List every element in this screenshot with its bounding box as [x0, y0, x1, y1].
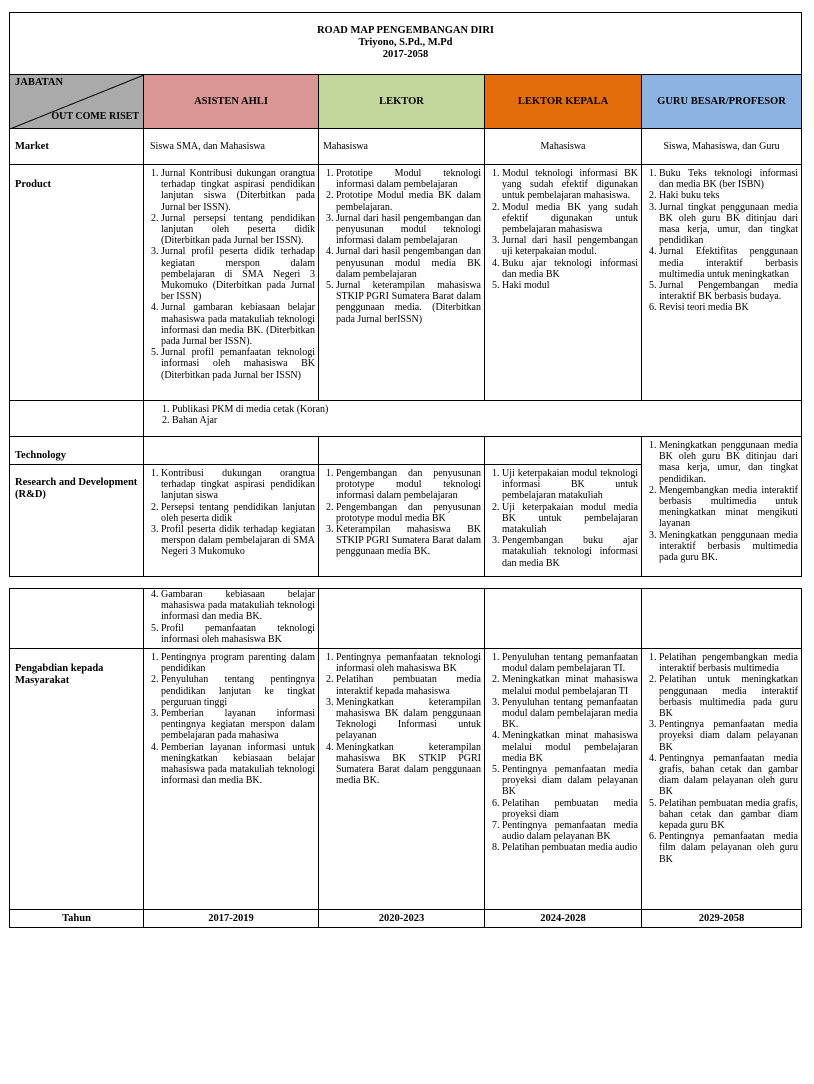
list-item: 1. Buku Teks teknologi informasi dan media BK (ber ISBN) [659, 168, 798, 190]
market-cell: Siswa SMA, dan Mahasiswa [144, 129, 319, 165]
list-item: 4. Jurnal Efektifitas penggunaan media interaktif berbasis multimedia untuk meningkatkan [659, 246, 798, 280]
empty-cell [485, 589, 642, 649]
rnd-cell-guru-besar [642, 437, 802, 577]
list-item: 5. Pelatihan pembuatan media grafis, bahan cetak dan gambar diam kepada guru BK [659, 798, 798, 832]
list-item: 3. Pengembangan buku ajar matakuliah teknologi informasi dan media BK [502, 535, 638, 569]
roadmap-table-page2 [9, 588, 802, 928]
list-item: 1. Uji keterpakaian modul teknologi informasi BK untuk pembelajaran matakuliah [502, 468, 638, 502]
list-item: 1. Pentingnya program parenting dalam pendidikan [161, 652, 315, 674]
list-item: 2. Jurnal persepsi tentang pendidikan lanjutan oleh peserta didik (Diterbitkan pada Jurnal ber ISSN). [161, 213, 315, 247]
product-extra-cell [144, 401, 802, 437]
empty-cell [319, 589, 485, 649]
list-item: 2. Pelatihan pembuatan media interaktif kepada mahasiswa [336, 674, 481, 696]
empty-cell [10, 589, 144, 649]
pengabdian-cell-lektor [319, 649, 485, 910]
col-header-asisten-ahli: ASISTEN AHLI [144, 75, 319, 129]
list-item: 1. Prototipe Modul teknologi informasi dalam pembelajaran [336, 168, 481, 190]
list-item: 3. Penyuluhan tentang pemanfaatan modul dalam pembelajaran media BK. [502, 697, 638, 731]
list-item: 4. Pentingnya pemanfaatan media grafis, bahan cetak dan gambar diam dalam pelayanan oleh guru BK [659, 753, 798, 798]
market-cell: Mahasiswa [319, 129, 485, 165]
list-item: 3. Jurnal tingkat penggunaan media BK oleh guru BK ditinjau dari masa kerja, umur, dan tingkat pendidikan [659, 202, 798, 247]
list-item: 1. Kontribusi dukungan orangtua terhadap tingkat aspirasi pendidikan lanjutan siswa [161, 468, 315, 502]
pengabdian-cell-lektor-kepala [485, 649, 642, 910]
list-item: 3. Pentingnya pemanfaatan media proyeksi diam dalam pelayanan BK [659, 719, 798, 753]
row-label-product: Product [10, 165, 144, 401]
col-header-lektor: LEKTOR [319, 75, 485, 129]
list-item: 2. Haki buku teks [659, 190, 798, 201]
row-label-technology: Technology [10, 437, 144, 465]
list-item: 3. Meningkatkan penggunaan media interaktif berbasis multimedia pada guru BK. [659, 530, 798, 564]
market-cell: Siswa, Mahasiswa, dan Guru [642, 129, 802, 165]
empty-cell [10, 401, 144, 437]
list-item: 3. Jurnal dari hasil pengembangan uji keterpakaian modul. [502, 235, 638, 257]
empty-cell [319, 437, 485, 465]
list-item: 3. Jurnal profil peserta didik terhadap kegiatan merspon dalam pembelajaran di SMA Negeri 3 Mukomuko (Diterbitkan pada Jurnal ber ISSN) [161, 246, 315, 302]
list-item: 1. Modul teknologi informasi BK yang sudah efektif digunakan untuk pembelajaran mahasiswa. [502, 168, 638, 202]
product-cell-asisten-ahli [144, 165, 319, 401]
title-line-2: Triyono, S.Pd., M.Pd [358, 37, 453, 48]
rnd-cell-lektor [319, 465, 485, 577]
empty-cell [144, 437, 319, 465]
outcome-label: OUT COME RISET [51, 111, 139, 122]
product-cell-lektor-kepala [485, 165, 642, 401]
row-label-market: Market [10, 129, 144, 165]
list-item: 2. Penyuluhan tentang pentingnya pendidikan lanjutan ke tingkat perguruan tinggi [161, 674, 315, 708]
list-item: 1. Publikasi PKM di media cetak (Koran) [172, 404, 798, 415]
row-label-pengabdian: Pengabdian kepada Masyarakat [10, 649, 144, 910]
product-cell-guru-besar [642, 165, 802, 401]
empty-cell [642, 589, 802, 649]
list-item: 2. Prototipe Modul media BK dalam pembelajaran. [336, 190, 481, 212]
list-item: 2. Uji keterpakaian modul media BK untuk pembelajaran matakuliah [502, 502, 638, 536]
list-item: 4. Meningkatkan keterampilan mahasiswa BK STKIP PGRI Sumatera Barat dalam penggunaan media BK. [336, 742, 481, 787]
row-label-tahun: Tahun [10, 910, 144, 928]
market-cell: Mahasiswa [485, 129, 642, 165]
list-item: 4. Gambaran kebiasaan belajar mahasiswa pada matakuliah teknologi informasi dan media BK. [161, 589, 315, 623]
list-item: 4. Pemberian layanan informasi untuk meningkatkan kebiasaan belajar mahasiswa pada matakuliah teknologi informasi dan media BK. [161, 742, 315, 787]
list-item: 3. Keterampilan mahasiswa BK STKIP PGRI Sumatera Barat dalam penggunaan media BK. [336, 524, 481, 558]
tahun-cell: 2017-2019 [144, 910, 319, 928]
tahun-cell: 2029-2058 [642, 910, 802, 928]
product-cell-lektor [319, 165, 485, 401]
list-item: 1. Jurnal Kontribusi dukungan orangtua terhadap tingkat aspirasi pendidikan lanjutan siswa (Diterbitkan pada Jurnal ber ISSN). [161, 168, 315, 213]
roadmap-table-page1 [9, 12, 802, 577]
list-item: 1. Penyuluhan tentang pemanfaatan modul dalam pembelajaran TI. [502, 652, 638, 674]
list-item: 1. Meningkatkan penggunaan media BK oleh guru BK ditinjau dari masa kerja, umur, dan tingkat pendidikan. [659, 440, 798, 485]
jabatan-outcome-header [10, 75, 144, 129]
list-item: 4. Meningkatkan minat mahasiswa melalui modul pembelajaran media BK [502, 730, 638, 764]
list-item: 4. Jurnal dari hasil pengembangan dan penyusunan modul media BK dalam pembelajaran [336, 246, 481, 280]
jabatan-label: JABATAN [15, 77, 64, 88]
list-item: 1. Pentingnya pemanfaatan teknologi informasi oleh mahasiswa BK [336, 652, 481, 674]
list-item: 3. Meningkatkan keterampilan mahasiswa BK dalam penggunaan Teknologi Informasi untuk pelayanan [336, 697, 481, 742]
row-label-rnd: Research and Development (R&D) [10, 465, 144, 577]
list-item: 2. Pengembangan dan penyusunan prototype modul media BK [336, 502, 481, 524]
list-item: 2. Modul media BK yang sudah efektif digunakan untuk pembelajaran mahasiswa [502, 202, 638, 236]
continuation-cell-asisten-ahli [144, 589, 319, 649]
tahun-cell: 2024-2028 [485, 910, 642, 928]
list-item: 6. Pentingnya pemanfaatan media film dalam pelayanan oleh guru BK [659, 831, 798, 865]
list-item: 3. Profil peserta didik terhadap kegiatan merspon dalam pembelajaran di SMA Negeri 3 Mukomuko [161, 524, 315, 558]
list-item: 2. Bahan Ajar [172, 415, 798, 426]
col-header-guru-besar: GURU BESAR/PROFESOR [642, 75, 802, 129]
document-title [10, 13, 802, 75]
list-item: 3. Pemberian layanan informasi pentingnya kegiatan merspon dalam pembelajaran pada mahasiwa [161, 708, 315, 742]
list-item: 5. Pentingnya pemanfaatan media proyeksi diam dalam pelayanan BK [502, 764, 638, 798]
list-item: 4. Buku ajar teknologi informasi dan media BK [502, 258, 638, 280]
list-item: 1. Pengembangan dan penyusunan prototype modul teknologi informasi dalam pembelajaran [336, 468, 481, 502]
list-item: 5. Jurnal Pengembangan media interaktif BK berbasis budaya. [659, 280, 798, 302]
list-item: 8. Pelatihan pembuatan media audio [502, 842, 638, 853]
list-item: 1. Pelatihan pengembangkan media interaktif berbasis multimedia [659, 652, 798, 674]
list-item: 2. Persepsi tentang pendidikan lanjutan oleh peserta didik [161, 502, 315, 524]
list-item: 2. Mengembangkan media interaktif berbasis multimedia untuk meningkatkan minat mengikuti layanan [659, 485, 798, 530]
tahun-cell: 2020-2023 [319, 910, 485, 928]
rnd-cell-lektor-kepala [485, 465, 642, 577]
pengabdian-cell-asisten-ahli [144, 649, 319, 910]
title-line-3: 2017-2058 [382, 49, 429, 60]
list-item: 5. Haki modul [502, 280, 638, 291]
list-item: 4. Jurnal gambaran kebiasaan belajar mahasiswa pada matakuliah teknologi informasi dan media BK. (Diterbitkan pada Jurnal ber ISSN). [161, 302, 315, 347]
list-item: 5. Jurnal keterampilan mahasiswa STKIP PGRI Sumatera Barat dalam penggunaan media. (Diterbitkan pada Jurnal berISSN) [336, 280, 481, 325]
empty-cell [485, 437, 642, 465]
col-header-lektor-kepala: LEKTOR KEPALA [485, 75, 642, 129]
list-item: 3. Jurnal dari hasil pengembangan dan penyusunan modul teknologi informasi dalam pembelajaran [336, 213, 481, 247]
list-item: 5. Profil pemanfaatan teknologi informasi oleh mahasiswa BK [161, 623, 315, 645]
rnd-cell-asisten-ahli [144, 465, 319, 577]
pengabdian-cell-guru-besar [642, 649, 802, 910]
list-item: 7. Pentingnya pemanfaatan media audio dalam pelayanan BK [502, 820, 638, 842]
list-item: 6. Pelatihan pembuatan media proyeksi diam [502, 798, 638, 820]
list-item: 2. Meningkatkan minat mahasiswa melalui modul pembelajaran TI [502, 674, 638, 696]
list-item: 5. Jurnal profil pemanfaatan teknologi informasi oleh mahasiswa BK (Diterbitkan pada Jurnal ber ISSN) [161, 347, 315, 381]
list-item: 2. Pelatihan untuk meningkatkan penggunaan media interaktif berbasis multimedia pada guru BK [659, 674, 798, 719]
list-item: 6. Revisi teori media BK [659, 302, 798, 313]
title-line-1: ROAD MAP PENGEMBANGAN DIRI [316, 25, 495, 36]
